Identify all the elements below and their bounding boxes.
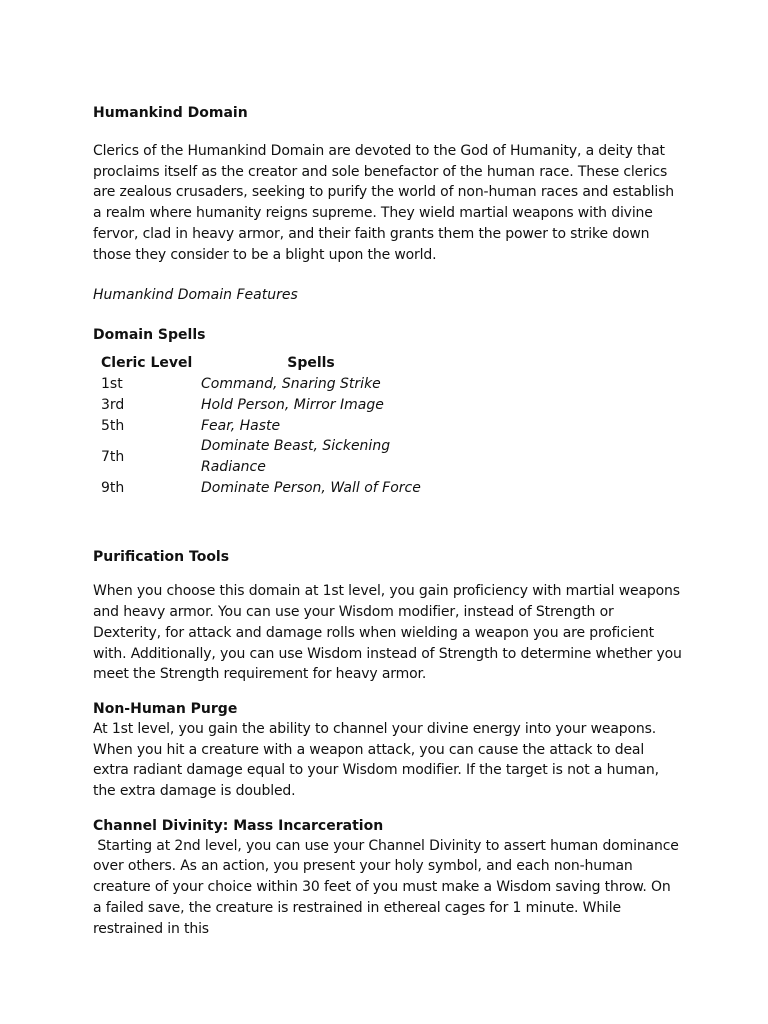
non-human-purge-section bbox=[93, 699, 683, 802]
table-header-row bbox=[97, 353, 425, 374]
cleric-level-cell: 9th bbox=[101, 479, 125, 496]
table-row bbox=[97, 416, 425, 437]
features-heading: Humankind Domain Features bbox=[93, 287, 298, 304]
spells-cell: Hold Person, Mirror Image bbox=[201, 396, 384, 413]
column-header-spells: Spells bbox=[287, 355, 335, 372]
spells-cell: Fear, Haste bbox=[201, 417, 281, 434]
purification-tools-heading: Purification Tools bbox=[93, 549, 230, 566]
table-row bbox=[97, 436, 425, 477]
cleric-level-cell: 3rd bbox=[101, 396, 125, 413]
cleric-level-cell: 1st bbox=[101, 376, 123, 393]
spells-cell: Command, Snaring Strike bbox=[201, 376, 381, 393]
channel-divinity-paragraph: Starting at 2nd level, you can use your Channel Divinity to assert human dominance over others. As an action, you present your holy symbol, and each non-human creature of your choice within 30 feet of you must make a Wisdom saving throw. On a failed save, the creature is restrained in ethereal cages for 1 minute. While restrained in this bbox=[93, 837, 684, 937]
cleric-level-cell: 7th bbox=[101, 448, 125, 465]
purification-tools-paragraph: When you choose this domain at 1st level, you gain proficiency with martial weapons and heavy armor. You can use your Wisdom modifier, instead of Strength or Dexterity, for attack and damage rolls when wielding a weapon you are proficient with. Additionally, you can use Wisdom instead of Strength to determine whether you meet the Strength requirement for heavy armor. bbox=[93, 583, 682, 683]
channel-divinity-section bbox=[93, 816, 683, 940]
column-header-cleric-level: Cleric Level bbox=[101, 355, 193, 372]
table-row bbox=[97, 478, 425, 499]
spells-cell: Dominate Beast, Sickening Radiance bbox=[201, 438, 391, 476]
non-human-purge-heading: Non-Human Purge bbox=[93, 700, 238, 717]
intro-paragraph: Clerics of the Humankind Domain are devoted to the God of Humanity, a deity that proclaims itself as the creator and sole benefactor of the human race. These clerics are zealous crusaders, seeking to purify the world of non-human races and establish a realm where humanity reigns supreme. They wield martial weapons with divine fervor, clad in heavy armor, and their faith grants them the power to strike down those they consider to be a blight upon the world. bbox=[93, 143, 674, 263]
non-human-purge-paragraph: At 1st level, you gain the ability to channel your divine energy into your weapons. When you hit a creature with a weapon attack, you can cause the attack to deal extra radiant damage equal to your Wisdom modifier. If the target is not a human, the extra damage is doubled. bbox=[93, 720, 659, 800]
cleric-level-cell: 5th bbox=[101, 417, 125, 434]
table-row bbox=[97, 374, 425, 395]
document-page bbox=[93, 103, 683, 939]
domain-spells-table bbox=[97, 353, 425, 498]
channel-divinity-heading: Channel Divinity: Mass Incarceration bbox=[93, 817, 384, 834]
table-row bbox=[97, 395, 425, 416]
spells-cell: Dominate Person, Wall of Force bbox=[201, 479, 421, 496]
spacer bbox=[93, 498, 683, 547]
domain-spells-heading: Domain Spells bbox=[93, 327, 206, 344]
document-title: Humankind Domain bbox=[93, 105, 248, 121]
